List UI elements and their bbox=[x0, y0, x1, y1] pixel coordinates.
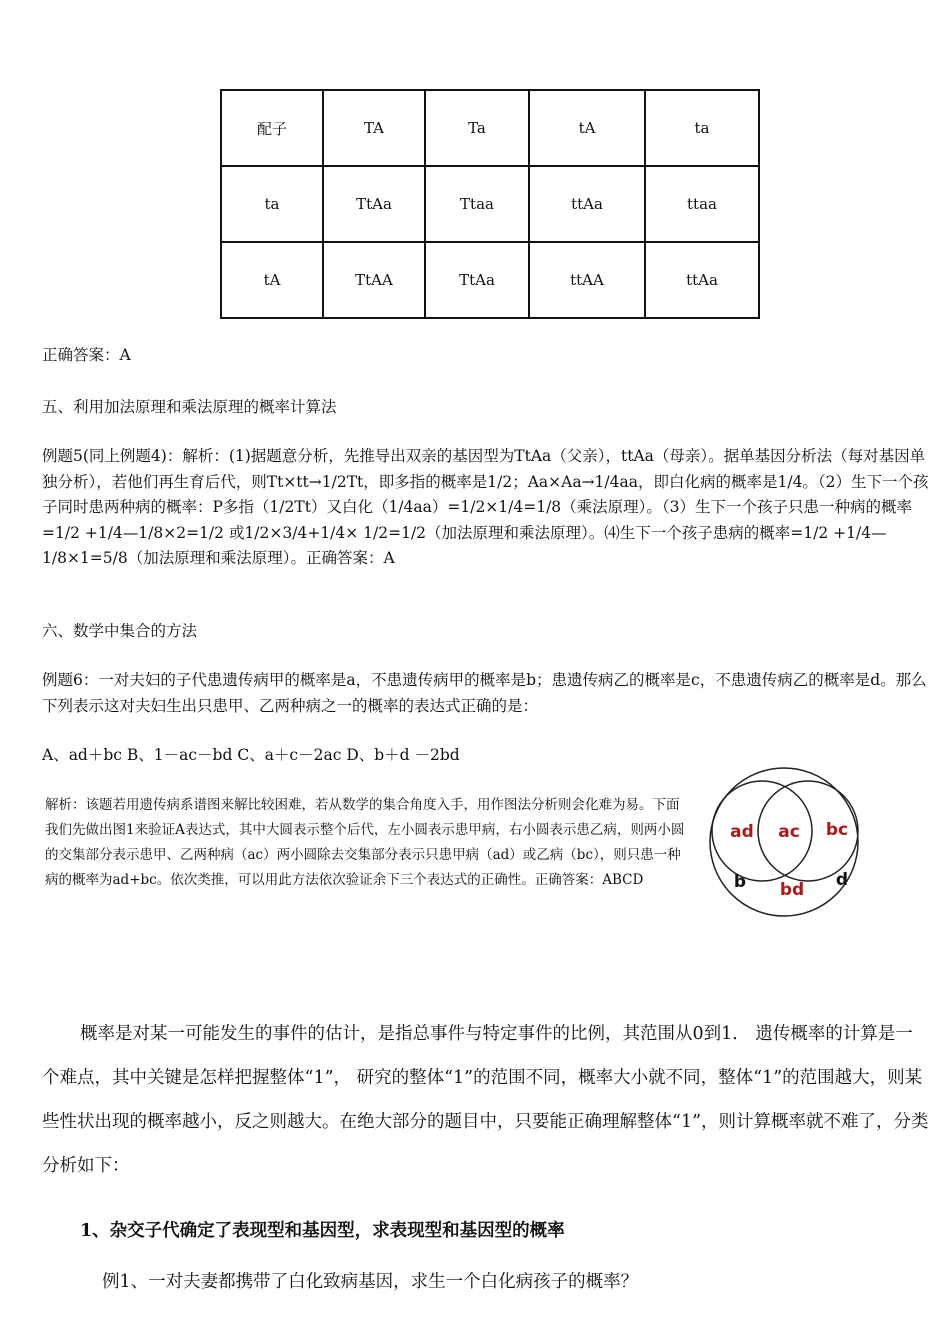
table-cell: ttAA bbox=[529, 242, 645, 318]
venn-label-b: b bbox=[733, 872, 747, 892]
table-cell: Ttaa bbox=[425, 166, 529, 242]
table-cell: TtAa bbox=[323, 166, 425, 242]
venn-label-ad: ad bbox=[730, 822, 754, 842]
example6-paragraph: 例题6：一对夫妇的子代患遗传病甲的概率是a，不患遗传病甲的概率是b；患遗传病乙的概率是c，不患遗传病乙的概率是d。那么下列表示这对夫妇生出只患甲、乙两种病之一的概率的表达式正确的是： bbox=[42, 671, 927, 715]
table-cell: 配子 bbox=[221, 90, 323, 166]
example1-paragraph: 例1、一对夫妻都携带了白化致病基因，求生一个白化病孩子的概率？ bbox=[102, 1272, 639, 1292]
venn-label-bc: bc bbox=[825, 820, 849, 840]
venn-diagram bbox=[700, 765, 870, 920]
answer-options: A、ad＋bc B、1－ac－bd C、a＋c－2ac D、b＋d －2bd bbox=[42, 746, 460, 764]
table-row bbox=[221, 242, 759, 318]
table-cell: TtAa bbox=[425, 242, 529, 318]
table-cell: tA bbox=[529, 90, 645, 166]
table-cell: Ta bbox=[425, 90, 529, 166]
section6-title: 六、数学中集合的方法 bbox=[42, 622, 198, 640]
venn-label-ac: ac bbox=[778, 822, 800, 842]
table-cell: ta bbox=[221, 166, 323, 242]
analysis-paragraph: 解析：该题若用遗传病系谱图来解比较困难，若从数学的集合角度入手，用作图法分析则会化难为易。下面我们先做出图1来验证A表达式，其中大圆表示整个后代，左小圆表示患甲病，右小圆表示患乙病，则两小圆的交集部分表示患甲、乙两种病（ac）两小圆除去交集部分表示只患甲病（ad）或乙病（bc），则只患一种病的概率为ad+bc。依次类推，可以用此方法依次验证余下三个表达式的正确性。正确答案：ABCD bbox=[45, 797, 685, 888]
table-cell: ttAa bbox=[529, 166, 645, 242]
table-cell: tA bbox=[221, 242, 323, 318]
answer-line: 正确答案：A bbox=[42, 346, 131, 364]
table-cell: ttAa bbox=[645, 242, 759, 318]
table-cell: ta bbox=[645, 90, 759, 166]
venn-label-d: d bbox=[835, 870, 849, 890]
table-row bbox=[221, 90, 759, 166]
table-cell: TtAA bbox=[323, 242, 425, 318]
heading-1: 1、杂交子代确定了表现型和基因型，求表现型和基因型的概率 bbox=[80, 1221, 565, 1241]
section5-title: 五、利用加法原理和乘法原理的概率计算法 bbox=[42, 398, 337, 416]
example5-paragraph: 例题5(同上例题4)：解析：(1)据题意分析，先推导出双亲的基因型为TtAa（父亲），ttAa（母亲）。据单基因分析法（每对基因单独分析），若他们再生育后代，则Tt×tt→1/2Tt，即多指的概率是1/2；Aa×Aa→1/4aa，即白化病的概率是1/4。（2）生下一个孩子同时患两种病的概率：P多指（1/2Tt）又白化（1/4aa）=1/2×1/4=1/8（乘法原理）。（3）生下一个孩子只患一种病的概率=1/2 +1/4—1/8×2=1/2 或1/2×3/4+1/4× 1/2=1/2（加法原理和乘法原理）。⑷生下一个孩子患病的概率=1/2 +1/4—1/8×1=5/8（加法原理和乘法原理）。正确答案：A bbox=[42, 447, 929, 567]
table-row bbox=[221, 166, 759, 242]
venn-label-bd: bd bbox=[779, 880, 805, 900]
intro-paragraph: 概率是对某一可能发生的事件的估计，是指总事件与特定事件的比例，其范围从0到1． 遗传概率的计算是一个难点，其中关键是怎样把握整体“1”， 研究的整体“1”的范围不同，概率大小就不同，整体“1”的范围越大，则某些性状出现的概率越小，反之则越大。在绝大部分的题目中，只要能正确理解整体“1”，则计算概率就不难了，分类分析如下： bbox=[42, 1024, 929, 1176]
table-cell: TA bbox=[323, 90, 425, 166]
table-cell: ttaa bbox=[645, 166, 759, 242]
gamete-table bbox=[220, 89, 760, 319]
